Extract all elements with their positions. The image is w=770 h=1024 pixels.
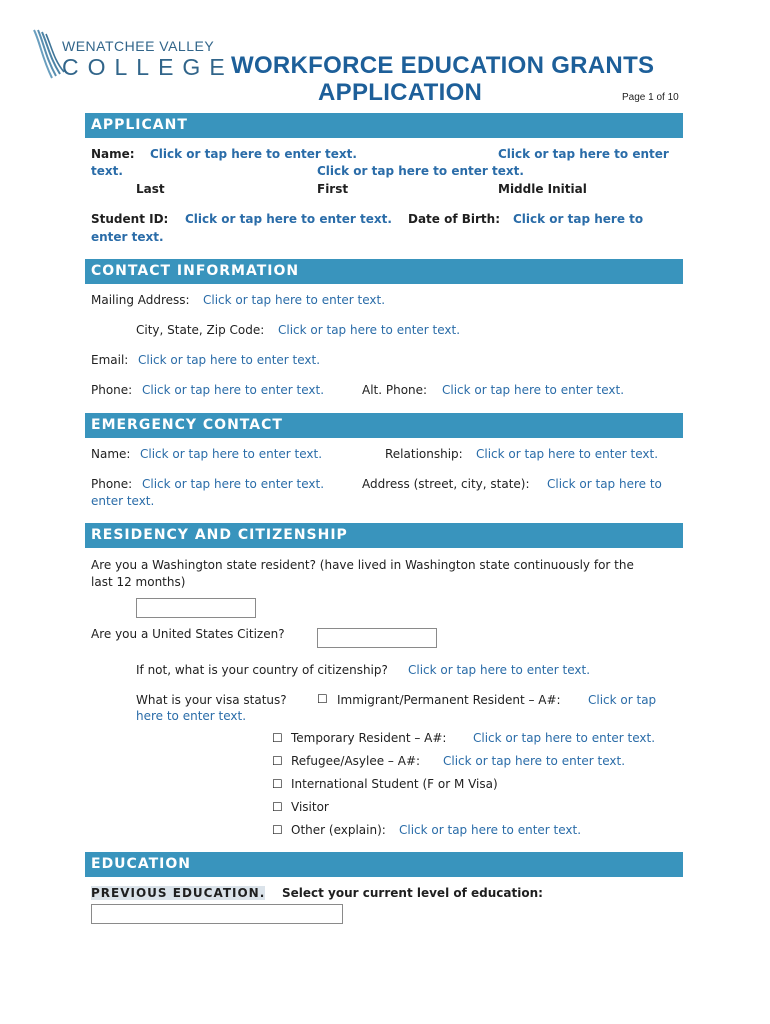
- city-state-zip-input[interactable]: Click or tap here to enter text.: [278, 323, 461, 337]
- emergency-address-input-cont[interactable]: enter text.: [91, 494, 155, 508]
- emergency-phone-input[interactable]: Click or tap here to enter text.: [142, 477, 325, 491]
- international-student-label: International Student (F or M Visa): [291, 777, 498, 791]
- immigrant-anum-input[interactable]: Click or tap: [588, 693, 657, 707]
- visitor-label: Visitor: [291, 800, 329, 814]
- wa-resident-question-cont: last 12 months): [91, 575, 186, 589]
- logo-swoosh-icon: [30, 28, 66, 80]
- emergency-name-label: Name:: [91, 447, 131, 461]
- dob-input-cont[interactable]: enter text.: [91, 230, 164, 244]
- email-label: Email:: [91, 353, 129, 367]
- temporary-resident-label: Temporary Resident – A#:: [291, 731, 447, 745]
- wa-resident-dropdown[interactable]: [136, 598, 256, 618]
- phone-label: Phone:: [91, 383, 133, 397]
- page-title-line2: APPLICATION: [318, 79, 483, 106]
- temporary-resident-checkbox[interactable]: ☐: [272, 731, 283, 745]
- emergency-address-label: Address (street, city, state):: [362, 477, 530, 491]
- country-input[interactable]: Click or tap here to enter text.: [408, 663, 591, 677]
- page-number: Page 1 of 10: [622, 92, 679, 103]
- visitor-checkbox[interactable]: ☐: [272, 800, 283, 814]
- other-explain-input[interactable]: Click or tap here to enter text.: [399, 823, 582, 837]
- applicant-middle-initial-input-cont[interactable]: text.: [91, 164, 123, 178]
- temporary-resident-input[interactable]: Click or tap here to enter text.: [473, 731, 656, 745]
- mailing-address-input[interactable]: Click or tap here to enter text.: [203, 293, 386, 307]
- previous-education-label: PREVIOUS EDUCATION.: [91, 886, 266, 900]
- emergency-address-input[interactable]: Click or tap here to: [547, 477, 662, 491]
- education-level-dropdown[interactable]: [91, 904, 343, 924]
- section-header-applicant: APPLICANT: [85, 113, 683, 138]
- other-label: Other (explain):: [291, 823, 386, 837]
- dob-input[interactable]: Click or tap here to: [513, 212, 644, 226]
- immigrant-anum-input-cont[interactable]: here to enter text.: [136, 709, 247, 723]
- section-header-contact: CONTACT INFORMATION: [85, 259, 683, 284]
- phone-input[interactable]: Click or tap here to enter text.: [142, 383, 325, 397]
- alt-phone-label: Alt. Phone:: [362, 383, 428, 397]
- section-header-emergency: EMERGENCY CONTACT: [85, 413, 683, 438]
- col-label-first: First: [317, 182, 349, 196]
- refugee-checkbox[interactable]: ☐: [272, 754, 283, 768]
- visa-status-question: What is your visa status?: [136, 693, 287, 707]
- alt-phone-input[interactable]: Click or tap here to enter text.: [442, 383, 625, 397]
- immigrant-checkbox[interactable]: ☐: [317, 692, 328, 706]
- refugee-input[interactable]: Click or tap here to enter text.: [443, 754, 626, 768]
- applicant-last-name-input[interactable]: Click or tap here to enter text.: [150, 147, 357, 161]
- logo-bottom-text: COLLEGE: [62, 54, 234, 80]
- wa-resident-question: Are you a Washington state resident? (have lived in Washington state continuously for the: [91, 558, 634, 572]
- applicant-name-label: Name:: [91, 147, 135, 161]
- other-checkbox[interactable]: ☐: [272, 823, 283, 837]
- mailing-address-label: Mailing Address:: [91, 293, 190, 307]
- relationship-label: Relationship:: [385, 447, 463, 461]
- student-id-input[interactable]: Click or tap here to enter text.: [185, 212, 392, 226]
- city-state-zip-label: City, State, Zip Code:: [136, 323, 265, 337]
- applicant-first-name-input[interactable]: Click or tap here to enter text.: [317, 164, 524, 178]
- relationship-input[interactable]: Click or tap here to enter text.: [476, 447, 659, 461]
- section-header-education: EDUCATION: [85, 852, 683, 877]
- email-input[interactable]: Click or tap here to enter text.: [138, 353, 321, 367]
- country-question: If not, what is your country of citizenship?: [136, 663, 388, 677]
- applicant-middle-initial-input[interactable]: Click or tap here to enter: [498, 147, 669, 161]
- us-citizen-dropdown[interactable]: [317, 628, 437, 648]
- emergency-name-input[interactable]: Click or tap here to enter text.: [140, 447, 323, 461]
- international-student-checkbox[interactable]: ☐: [272, 777, 283, 791]
- logo-top-text: WENATCHEE VALLEY: [62, 38, 215, 54]
- dob-label: Date of Birth:: [408, 212, 501, 226]
- page-title-line1: WORKFORCE EDUCATION GRANTS: [231, 52, 655, 79]
- education-level-question: Select your current level of education:: [282, 886, 543, 900]
- student-id-label: Student ID:: [91, 212, 169, 226]
- us-citizen-question: Are you a United States Citizen?: [91, 627, 285, 641]
- section-header-residency: RESIDENCY AND CITIZENSHIP: [85, 523, 683, 548]
- refugee-label: Refugee/Asylee – A#:: [291, 754, 421, 768]
- col-label-last: Last: [136, 182, 165, 196]
- col-label-middle-initial: Middle Initial: [498, 182, 587, 196]
- immigrant-label: Immigrant/Permanent Resident – A#:: [337, 693, 561, 707]
- emergency-phone-label: Phone:: [91, 477, 133, 491]
